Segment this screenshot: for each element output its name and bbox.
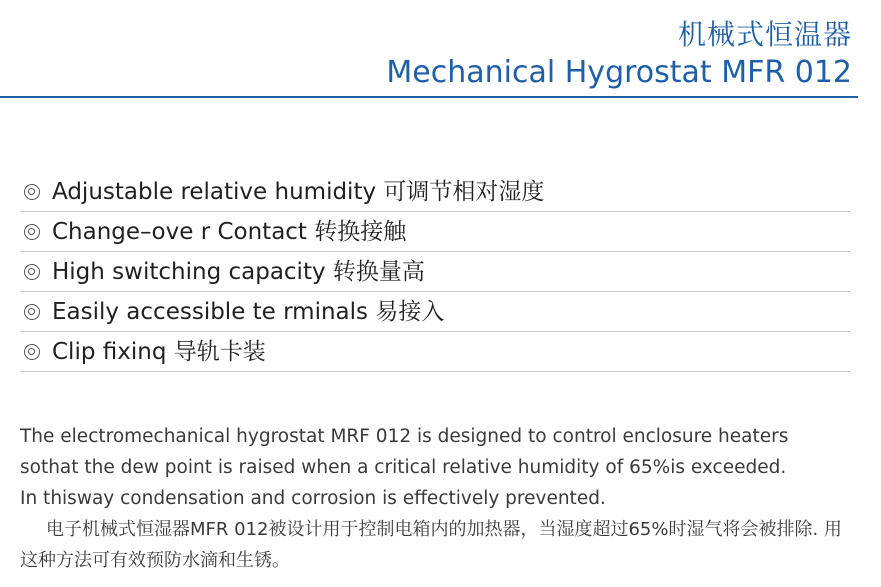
description-line-en: In thisway condensation and corrosion is effectively prevented. (20, 488, 606, 509)
feature-label: Easily accessible te rminals 易接入 (52, 298, 445, 325)
double-circle-icon (24, 344, 40, 360)
feature-item (20, 252, 850, 292)
description-line-en: sothat the dew point is raised when a critical relative humidity of 65%is exceeded. (20, 457, 787, 478)
feature-item (20, 212, 850, 252)
double-circle-icon (24, 304, 40, 320)
feature-item (20, 332, 850, 372)
feature-list (20, 172, 850, 372)
header-divider (0, 96, 858, 98)
double-circle-icon (24, 264, 40, 280)
page-title-english: Mechanical Hygrostat MFR 012 (386, 55, 852, 90)
double-circle-icon (24, 224, 40, 240)
double-circle-icon (24, 184, 40, 200)
page-header (0, 0, 881, 100)
feature-label: Adjustable relative humidity 可调节相对湿度 (52, 178, 545, 205)
feature-label: High switching capacity 转换量高 (52, 258, 425, 285)
feature-label: Change–ove r Contact 转换接触 (52, 218, 407, 245)
feature-item (20, 292, 850, 332)
feature-label: Clip fixinq 导轨卡装 (52, 338, 266, 365)
page-title-chinese: 机械式恒温器 (677, 18, 852, 51)
product-description (20, 421, 860, 576)
description-line-en: The electromechanical hygrostat MRF 012 is designed to control enclosure heaters (20, 426, 789, 447)
description-chinese: 电子机械式恒湿器MFR 012被设计用于控制电箱内的加热器，当湿度超过65%时湿气将会被排除. 用这种方法可有效预防水滴和生锈。 (20, 519, 842, 571)
feature-item (20, 172, 850, 212)
